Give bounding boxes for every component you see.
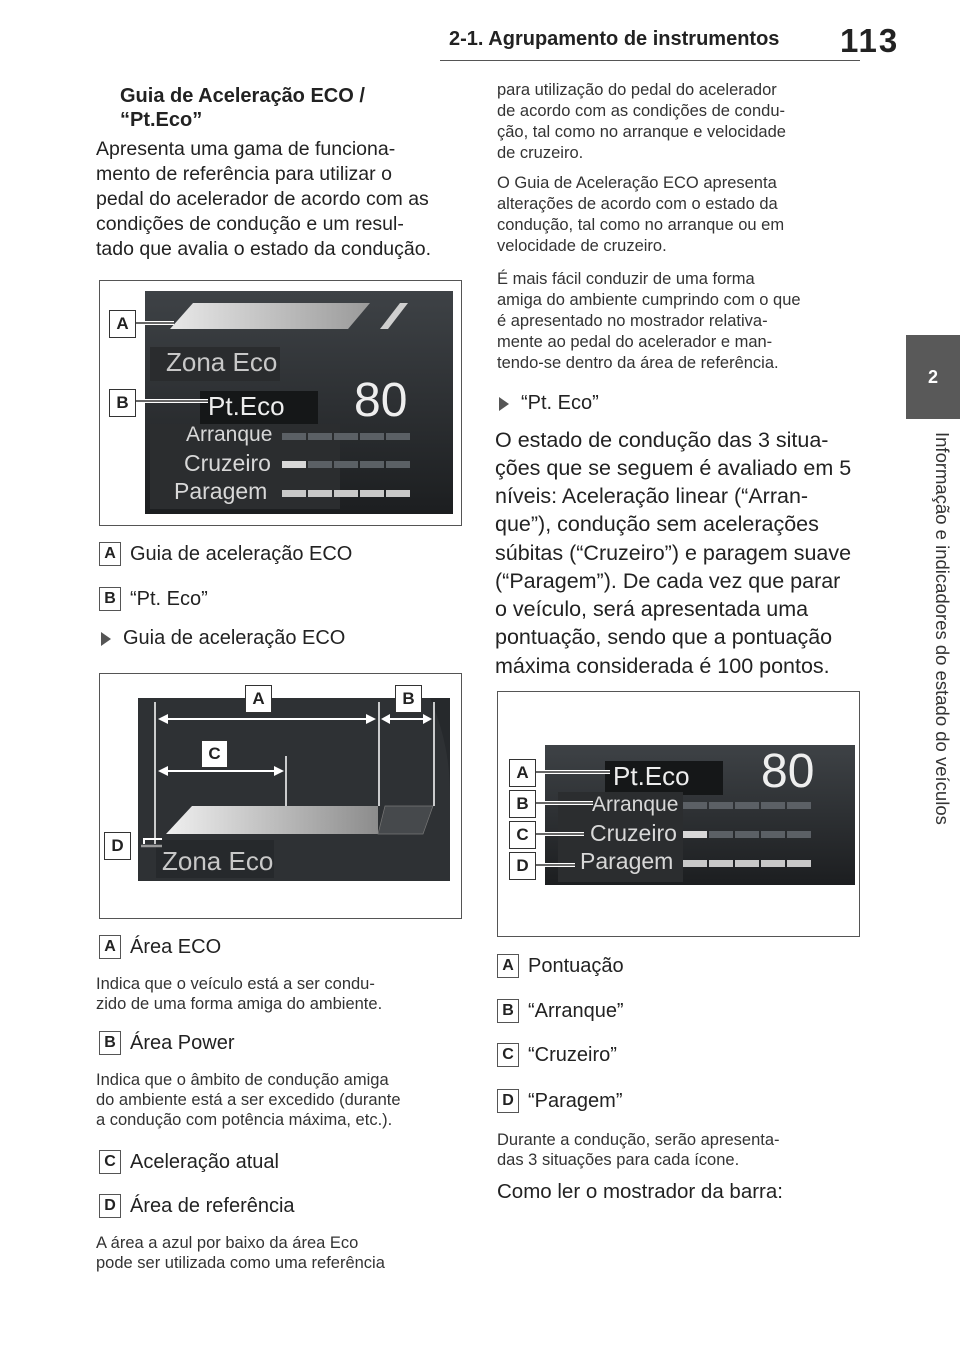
- tag-c: C: [509, 821, 536, 849]
- bullet-eco-guide: [97, 627, 345, 650]
- legend-text: Área ECO: [130, 935, 222, 958]
- legend-current-acceleration: [99, 1149, 279, 1175]
- legend-letter: B: [99, 587, 121, 611]
- legend-text: Guia de aceleração ECO: [130, 542, 353, 565]
- section-title: 2-1. Agrupamento de instrumentos: [449, 28, 780, 50]
- legend-text: “Arranque”: [528, 999, 624, 1022]
- eco-zone-bar: [170, 303, 370, 329]
- legend-paragem: [497, 1088, 622, 1114]
- legend-text: “Paragem”: [528, 1089, 623, 1112]
- paragem-level-bars: [282, 490, 410, 497]
- tag-a: A: [509, 759, 536, 787]
- figure-eco-zone-bar: [99, 673, 462, 919]
- row-arranque: Arranque: [186, 423, 273, 446]
- tag-a: A: [109, 310, 136, 338]
- legend-letter: C: [497, 1043, 519, 1067]
- figure-pt-eco-display: [497, 691, 860, 937]
- tag-b: B: [109, 389, 136, 417]
- pt-eco-label: Pt.Eco: [208, 391, 285, 421]
- page-number: 113: [840, 22, 900, 59]
- eco-score: 80: [354, 374, 408, 427]
- legend-letter: B: [99, 1031, 121, 1055]
- legend-text: “Pt. Eco”: [130, 587, 208, 610]
- legend-text: Pontuação: [528, 954, 624, 977]
- legend-score: [497, 953, 624, 979]
- legend-letter: B: [497, 999, 519, 1023]
- tag-d: D: [509, 852, 536, 880]
- pt-eco-label: Pt.Eco: [613, 761, 690, 791]
- tag-b: B: [509, 790, 536, 818]
- legend-area-power: [99, 1030, 235, 1056]
- legend-letter: D: [497, 1089, 519, 1113]
- eco-score: 80: [761, 745, 815, 798]
- zone-eco-label: Zona Eco: [166, 347, 278, 377]
- row-paragem: Paragem: [580, 848, 674, 874]
- cruzeiro-level-bars: [282, 461, 410, 468]
- eco-guide-heading: Guia de Aceleração ECO / “Pt.Eco”: [120, 85, 365, 131]
- chapter-tab-number: 2: [927, 366, 938, 387]
- bar-display-heading: Como ler o mostrador da barra:: [497, 1180, 783, 1203]
- tag-d: D: [104, 832, 131, 860]
- bullet-arrow-icon: [101, 632, 111, 646]
- arranque-level-bars: [683, 802, 811, 809]
- figure-eco-display: [99, 280, 462, 526]
- bullet-text: Guia de aceleração ECO: [123, 627, 346, 649]
- chapter-tab[interactable]: [906, 335, 960, 419]
- legend-text: “Cruzeiro”: [528, 1043, 617, 1066]
- legend-letter: C: [99, 1150, 121, 1174]
- legend-text: Aceleração atual: [130, 1150, 279, 1173]
- arranque-level-bars: [282, 433, 410, 440]
- tag-a: A: [245, 685, 272, 713]
- row-paragem: Paragem: [174, 478, 268, 504]
- legend-arranque: [497, 998, 624, 1024]
- tag-b: B: [395, 685, 422, 713]
- legend-b: [99, 586, 208, 612]
- bullet-pt-eco: [495, 392, 599, 415]
- row-cruzeiro: Cruzeiro: [590, 820, 677, 846]
- tag-c: C: [201, 740, 228, 768]
- header-rule: [440, 60, 860, 61]
- legend-area-eco: [99, 934, 221, 960]
- zone-eco-label: Zona Eco: [162, 846, 274, 876]
- figure-pt-eco-display-art: [498, 692, 861, 938]
- cruzeiro-level-bars: [683, 831, 811, 838]
- legend-text: Área de referência: [130, 1194, 295, 1217]
- legend-a: [99, 541, 352, 567]
- bullet-arrow-icon: [499, 397, 509, 411]
- bullet-text: “Pt. Eco”: [521, 392, 599, 414]
- legend-reference-area: [99, 1193, 295, 1219]
- legend-letter: A: [99, 935, 121, 959]
- legend-letter: A: [497, 954, 519, 978]
- power-zone-bar: [378, 806, 433, 834]
- row-arranque: Arranque: [592, 793, 679, 816]
- row-cruzeiro: Cruzeiro: [184, 450, 271, 476]
- paragem-level-bars: [683, 860, 811, 867]
- chapter-title: Informação e indicadores do estado do veículos: [932, 432, 953, 825]
- eco-zone-bar: [166, 806, 378, 834]
- legend-letter: A: [99, 542, 121, 566]
- legend-cruzeiro: [497, 1042, 617, 1068]
- legend-letter: D: [99, 1194, 121, 1218]
- legend-text: Área Power: [130, 1031, 235, 1054]
